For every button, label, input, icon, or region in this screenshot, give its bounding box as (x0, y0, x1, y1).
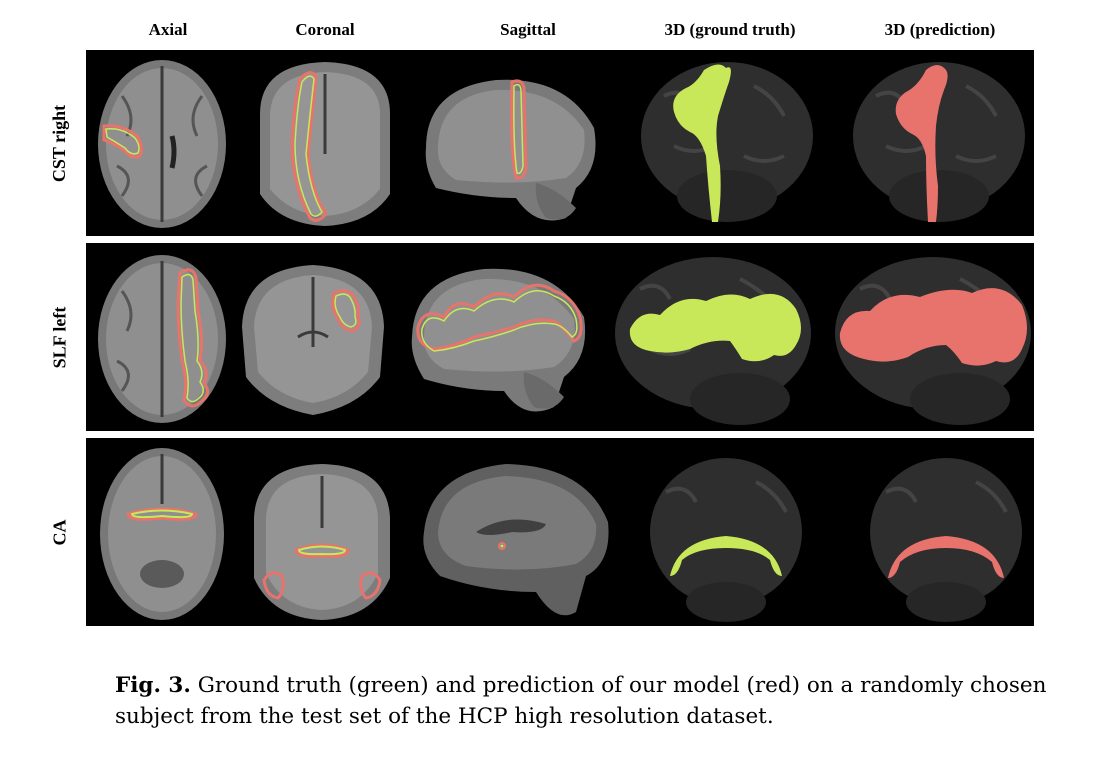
row-label-slf-left: SLF left (49, 306, 70, 368)
render-3d-ground-truth-slf (610, 249, 816, 429)
axial-slice-ca (92, 444, 232, 624)
figure-row-cst-right (86, 50, 1034, 236)
column-header-sagittal: Sagittal (500, 20, 556, 39)
row-label-ca: CA (49, 519, 70, 545)
render-3d-prediction-ca (866, 452, 1026, 622)
column-header-3d-ground-truth: 3D (ground truth) (664, 20, 796, 39)
caption-text: Ground truth (green) and prediction of our model (red) on a randomly chosen subject from the test set of the HCP high resolution dataset. (115, 673, 1047, 729)
axial-slice-slf (92, 251, 232, 427)
figure-row-slf-left (86, 243, 1034, 431)
column-header-axial: Axial (148, 20, 188, 39)
row-label-cst-right: CST right (49, 104, 70, 182)
render-3d-ground-truth-ca (646, 452, 806, 622)
coronal-slice-ca (242, 458, 402, 624)
axial-slice-cst (92, 56, 232, 232)
sagittal-slice-ca (416, 452, 616, 624)
render-3d-ground-truth-cst (634, 56, 820, 232)
render-3d-prediction-slf (830, 249, 1036, 429)
render-3d-prediction-cst (846, 56, 1032, 232)
figure-label: Fig. 3. (115, 673, 191, 698)
coronal-slice-cst (240, 54, 410, 232)
sagittal-slice-slf (404, 257, 594, 423)
figure-row-ca (86, 438, 1034, 626)
column-header-3d-prediction: 3D (prediction) (884, 20, 996, 39)
column-header-coronal: Coronal (295, 20, 355, 39)
coronal-slice-slf (228, 257, 398, 423)
sagittal-slice-cst (416, 68, 606, 230)
figure-caption (115, 670, 1104, 732)
